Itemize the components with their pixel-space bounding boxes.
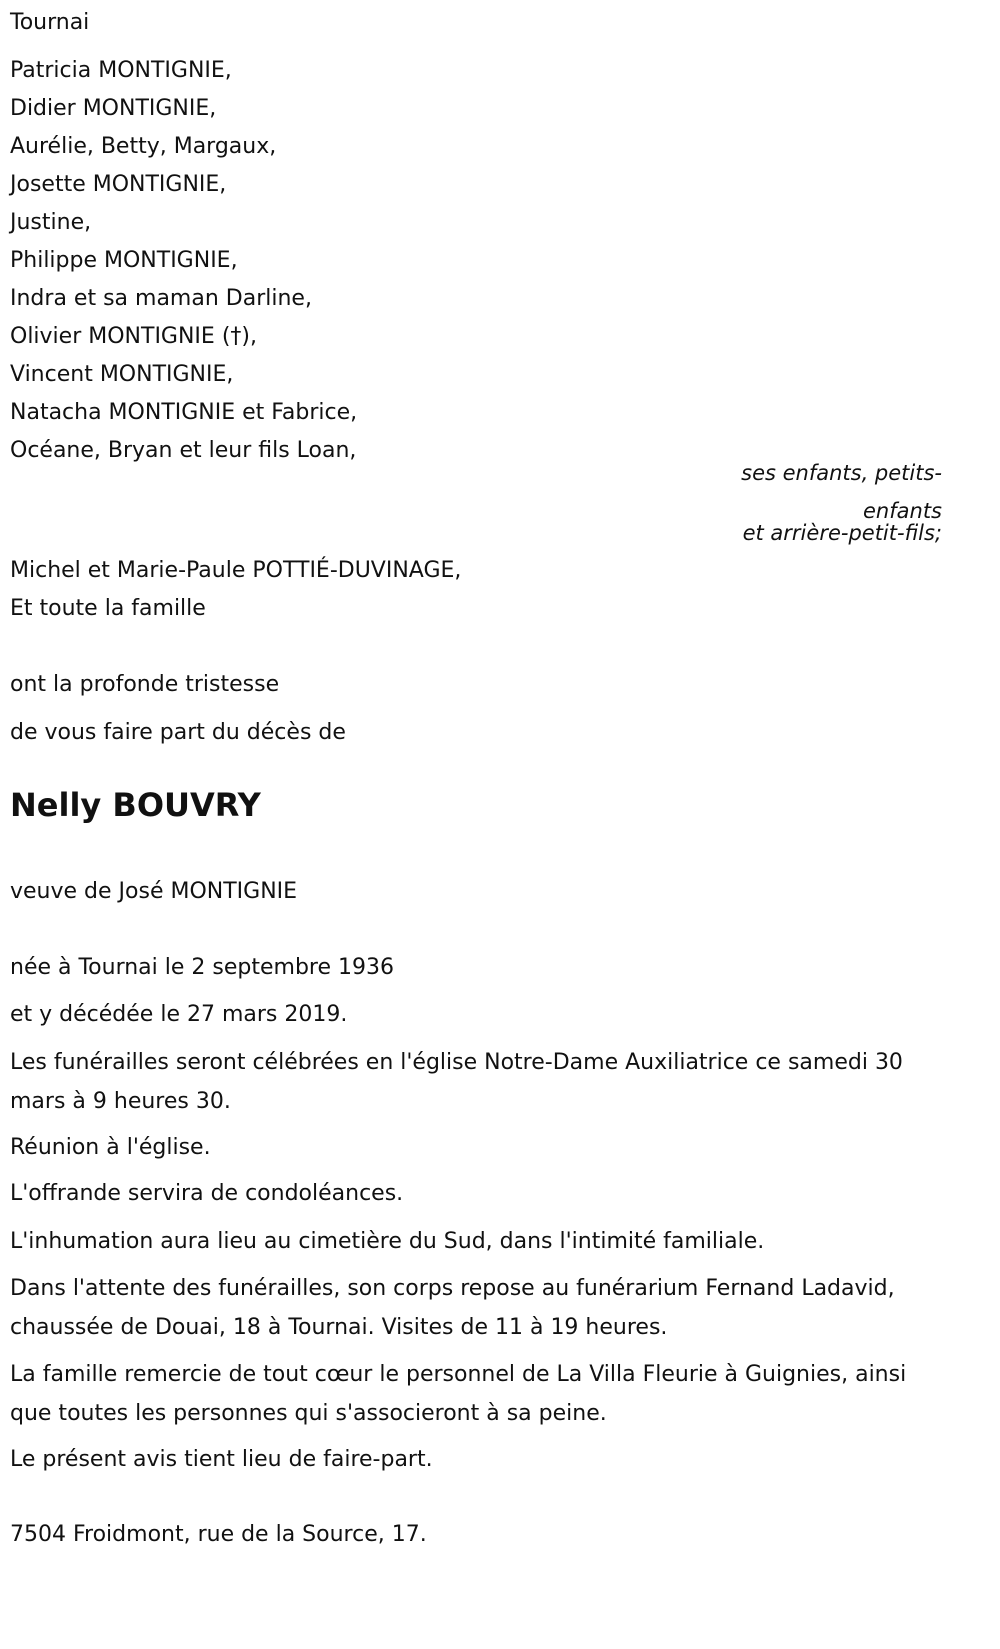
relation-line: et arrière-petit-fils; bbox=[742, 521, 942, 545]
family-member: Vincent MONTIGNIE, bbox=[10, 362, 234, 387]
detail: L'inhumation aura lieu au cimetière du Sud, dans l'intimité familiale. bbox=[10, 1229, 765, 1254]
family-member: Philippe MONTIGNIE, bbox=[10, 248, 238, 273]
detail: L'offrande servira de condoléances. bbox=[10, 1181, 404, 1206]
family-member: Aurélie, Betty, Margaux, bbox=[10, 134, 277, 159]
deceased-name: Nelly BOUVRY bbox=[10, 786, 261, 824]
family-member: Josette MONTIGNIE, bbox=[10, 172, 227, 197]
city: Tournai bbox=[10, 10, 90, 35]
other-relative: Michel et Marie-Paule POTTIÉ-DUVINAGE, bbox=[10, 558, 462, 583]
relation-line: ses enfants, petits- bbox=[741, 461, 942, 485]
detail: et y décédée le 27 mars 2019. bbox=[10, 1002, 348, 1027]
relation-line: enfants bbox=[863, 499, 942, 523]
detail: Le présent avis tient lieu de faire-part. bbox=[10, 1447, 433, 1472]
family-member: Didier MONTIGNIE, bbox=[10, 96, 217, 121]
family-member: Patricia MONTIGNIE, bbox=[10, 58, 232, 83]
intro-line: de vous faire part du décès de bbox=[10, 720, 346, 745]
detail: née à Tournai le 2 septembre 1936 bbox=[10, 955, 395, 980]
family-member: Justine, bbox=[10, 210, 92, 235]
detail: La famille remercie de tout cœur le personnel de La Villa Fleurie à Guignies, ainsi que toutes les personnes qui s'associeront à sa peine. bbox=[10, 1362, 907, 1426]
detail: Les funérailles seront célébrées en l'église Notre-Dame Auxiliatrice ce samedi 30 mars à 9 heures 30. bbox=[10, 1050, 903, 1114]
family-member: Natacha MONTIGNIE et Fabrice, bbox=[10, 400, 358, 425]
other-relative: Et toute la famille bbox=[10, 596, 206, 621]
detail: Réunion à l'église. bbox=[10, 1135, 211, 1160]
detail: Dans l'attente des funérailles, son corps repose au funérarium Fernand Ladavid, chaussée de Douai, 18 à Tournai. Visites de 11 à 19 heures. bbox=[10, 1276, 895, 1340]
family-member: Océane, Bryan et leur fils Loan, bbox=[10, 438, 357, 463]
family-member: Olivier MONTIGNIE (†), bbox=[10, 324, 257, 349]
intro-line: ont la profonde tristesse bbox=[10, 672, 280, 697]
spouse: veuve de José MONTIGNIE bbox=[10, 879, 298, 904]
address: 7504 Froidmont, rue de la Source, 17. bbox=[10, 1522, 427, 1547]
family-member: Indra et sa maman Darline, bbox=[10, 286, 312, 311]
